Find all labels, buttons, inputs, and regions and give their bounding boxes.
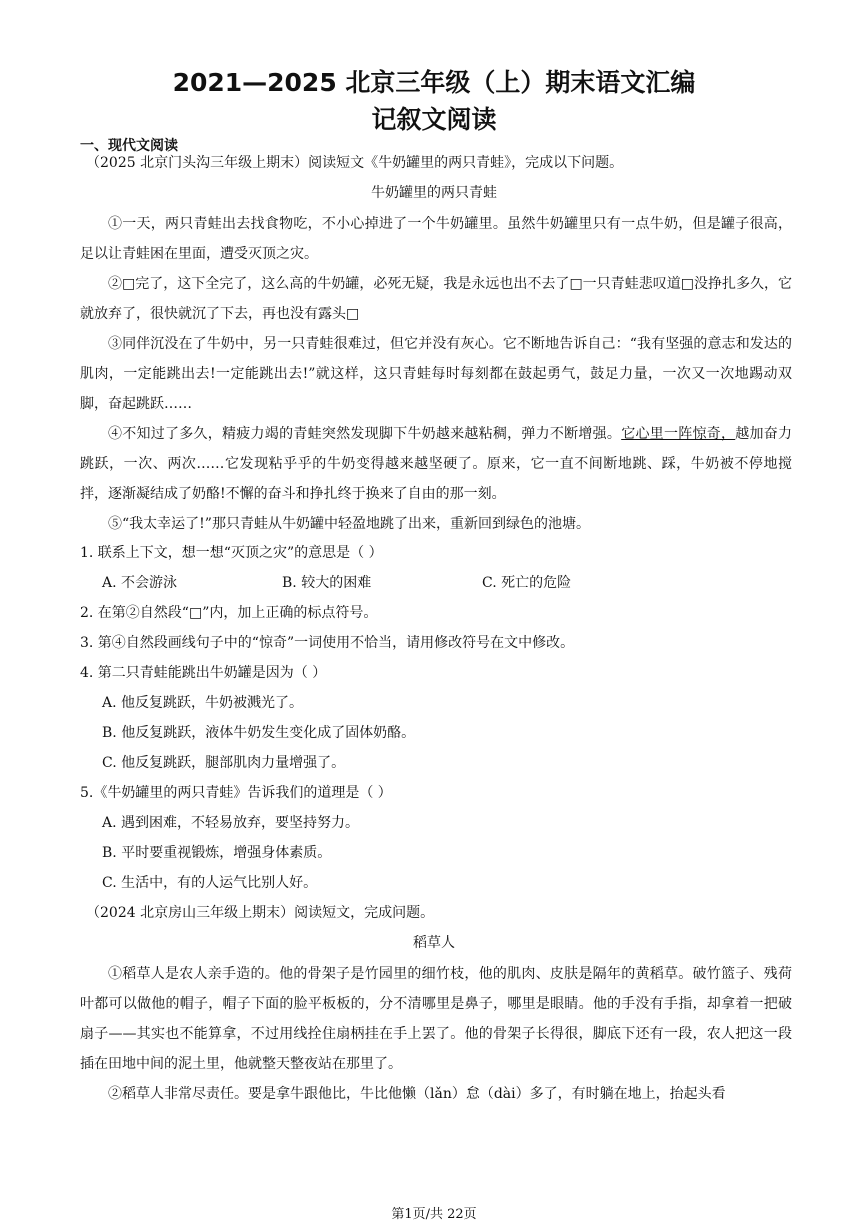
passage-source: （2025 北京门头沟三年级上期末）阅读短文《牛奶罐里的两只青蛙》，完成以下问题。 [86, 155, 624, 171]
paragraph-4 [80, 419, 792, 509]
question-5-option-b: B. 平时要重视锻炼，增强身体素质。 [102, 845, 332, 861]
question-4-option-a: A. 他反复跳跃，牛奶被溅光了。 [102, 695, 304, 711]
paragraph-2: ②□完了，这下全完了，这么高的牛奶罐，必死无疑，我是永远也出不去了□一只青蛙悲叹道□没挣扎多久，它就放弃了，很快就沉了下去，再也没有露头□ [80, 276, 792, 322]
passage-source-2: （2024 北京房山三年级上期末）阅读短文，完成问题。 [86, 905, 435, 921]
question-3: 3. 第④自然段画线句子中的“惊奇”一词使用不恰当，请用修改符号在文中修改。 [80, 635, 575, 651]
question-1-option-a: A. 不会游泳 [102, 575, 178, 591]
question-1: 1. 联系上下文，想一想“灭顶之灾”的意思是（ ） [80, 545, 383, 561]
question-4-option-c: C. 他反复跳跃，腿部肌肉力量增强了。 [102, 755, 346, 771]
paragraph-2-1: ①稻草人是农人亲手造的。他的骨架子是竹园里的细竹枝，他的肌肉、皮肤是隔年的黄稻草。破竹篮子、残荷叶都可以做他的帽子，帽子下面的脸平板板的，分不清哪里是鼻子，哪里是眼睛。他的手没有手指，却拿着一把破扇子——其实也不能算拿，不过用线拴住扇柄挂在手上罢了。他的骨架子长得很，脚底下还有一段，农人把这一段插在田地中间的泥土里，他就整天整夜站在那里了。 [80, 966, 792, 1072]
question-5: 5.《牛奶罐里的两只青蛙》告诉我们的道理是（ ） [80, 785, 392, 801]
question-2: 2. 在第②自然段“□”内，加上正确的标点符号。 [80, 605, 378, 621]
question-5-option-c: C. 生活中，有的人运气比别人好。 [102, 875, 318, 891]
paragraph-5: ⑤“我太幸运了!”那只青蛙从牛奶罐中轻盈地跳了出来，重新回到绿色的池塘。 [108, 516, 590, 532]
document-subtitle: 记叙文阅读 [371, 105, 497, 134]
question-5-option-a: A. 遇到困难，不轻易放弃，要坚持努力。 [102, 815, 360, 831]
document-title: 2021—2025 北京三年级（上）期末语文汇编 [172, 68, 696, 97]
question-1-option-b: B. 较大的困难 [282, 575, 372, 591]
paragraph-3: ③同伴沉没在了牛奶中，另一只青蛙很难过，但它并没有灰心。它不断地告诉自己：“我有坚强的意志和发达的肌肉，一定能跳出去!一定能跳出去!”就这样，这只青蛙每时每刻都在鼓起勇气，鼓足力量，一次又一次地踢动双脚，奋起跳跃…… [80, 336, 792, 412]
paragraph-4-text-b: 越加奋力跳跃，一次、两次……它发现粘乎乎的牛奶变得越来越坚硬了。原来，它一直不间断地跳、踩，牛奶被不停地搅拌，逐渐凝结成了奶酪!不懈的奋斗和挣扎终于换来了自由的那一刻。 [80, 426, 793, 502]
question-1-option-c: C. 死亡的危险 [482, 575, 572, 591]
question-4: 4. 第二只青蛙能跳出牛奶罐是因为（ ） [80, 665, 327, 681]
page-number: 第1页/共 22页 [391, 1207, 477, 1222]
story-title: 牛奶罐里的两只青蛙 [371, 185, 497, 201]
question-4-option-b: B. 他反复跳跃，液体牛奶发生变化成了固体奶酪。 [102, 725, 416, 741]
section-heading: 一、现代文阅读 [80, 138, 178, 154]
paragraph-1: ①一天，两只青蛙出去找食物吃，不小心掉进了一个牛奶罐里。虽然牛奶罐里只有一点牛奶，但是罐子很高，足以让青蛙困在里面，遭受灭顶之灾。 [80, 216, 792, 262]
underlined-sentence: 它心里一阵惊奇， [621, 426, 736, 442]
paragraph-4-text-a: ④不知过了多久，精疲力竭的青蛙突然发现脚下牛奶越来越粘稠，弹力不断增强。 [108, 426, 622, 442]
paragraph-2-2: ②稻草人非常尽责任。要是拿牛跟他比，牛比他懒（lǎn）怠（dài）多了，有时躺在地上，抬起头看 [108, 1086, 726, 1102]
story-title-2: 稻草人 [413, 935, 455, 951]
